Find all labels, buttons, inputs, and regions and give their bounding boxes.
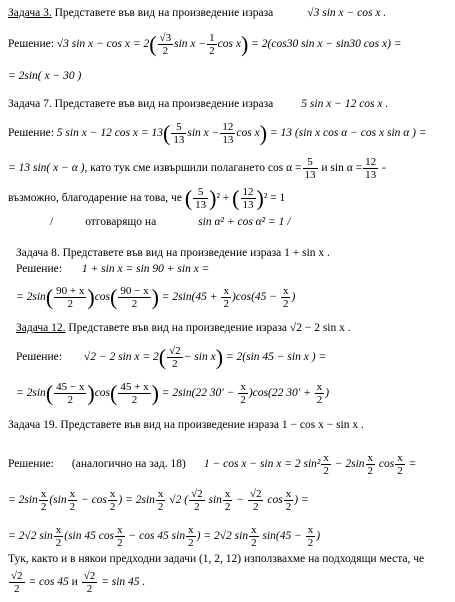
denominator: 2 <box>282 298 289 310</box>
math-text: = 2(sin 45 − sin x ) = <box>223 351 327 364</box>
problem-text: Представете във вид на произведение израза <box>51 98 274 110</box>
denominator: 2 <box>209 45 215 57</box>
math-text: ) = 2sin <box>118 494 155 507</box>
math-text: )cos(22 30′ + <box>248 387 314 400</box>
problem-expression: √3 sin x − cos x . <box>307 7 387 19</box>
fraction <box>249 524 259 549</box>
numerator: 12 <box>365 156 377 168</box>
fraction <box>9 570 25 595</box>
math-text: cos <box>94 387 111 400</box>
numerator: x <box>367 452 374 464</box>
numerator: x <box>307 524 314 536</box>
math-text: (45 + <box>191 291 221 304</box>
fraction <box>284 488 294 513</box>
math-text: sin <box>205 494 222 507</box>
math-text: ) <box>196 530 201 543</box>
denominator: 2 <box>131 394 138 406</box>
numerator: x <box>188 524 194 536</box>
problem-text: Представете във вид на произведение израза 1 + sin x . <box>59 247 330 259</box>
math-text: 1 + sin x = sin 90 + sin x = <box>81 263 210 275</box>
problem-8-heading <box>16 246 330 260</box>
solution-label: Решение: <box>8 458 54 471</box>
denominator: 2 <box>367 465 374 477</box>
fraction <box>221 285 231 310</box>
math-text: 1 − cos x − sin x = 2 sin² <box>203 458 321 471</box>
denominator: 2 <box>323 465 329 477</box>
numerator: 5 <box>171 121 186 134</box>
problem-19-heading <box>8 418 364 432</box>
problem-text: Представете във вид на произведение израза 1 − cos x − sin x . <box>57 419 364 431</box>
numerator: 45 + x <box>120 381 149 393</box>
solution-label: Решение: <box>8 127 54 140</box>
math-text: cos <box>94 291 111 304</box>
problem-8-solution-line-2 <box>16 285 295 310</box>
fraction <box>281 285 291 310</box>
math-text: 5 sin x − 12 cos x = 13 <box>56 127 164 140</box>
fraction <box>54 381 86 406</box>
problem-12-solution-line-2 <box>16 381 329 406</box>
solution-label: Решение: <box>8 38 54 51</box>
numerator: 1 <box>209 32 215 44</box>
denominator: 2 <box>285 501 292 513</box>
problem-3-heading <box>8 6 386 20</box>
closing-identities <box>8 570 145 595</box>
math-text: − cos <box>78 494 107 507</box>
math-text: ) = <box>294 494 309 507</box>
numerator: 90 − x <box>120 285 149 297</box>
paren: ( <box>158 344 167 370</box>
denominator: 2 <box>157 501 164 513</box>
numerator: x <box>223 285 229 297</box>
denominator: 2 <box>172 358 178 370</box>
numerator: x <box>240 381 246 393</box>
problem-3-solution-line-1 <box>8 32 402 57</box>
paren: ( <box>232 185 240 211</box>
fraction <box>306 524 316 549</box>
numerator: x <box>316 381 323 393</box>
math-text: ) <box>325 387 330 400</box>
math-text: = 13 sin( x − α ), <box>8 162 88 175</box>
math-text: = 2sin <box>16 291 46 304</box>
fraction <box>207 32 217 57</box>
numerator: √2 <box>83 570 96 582</box>
fraction <box>54 285 86 310</box>
numerator: √2 <box>249 488 262 500</box>
problem-8-solution-line-1 <box>16 262 209 276</box>
paren: ) <box>151 284 159 310</box>
fraction <box>220 121 235 146</box>
problem-7-solution-line-3 <box>8 186 285 211</box>
numerator: 45 − x <box>56 381 85 393</box>
denominator: 2 <box>162 45 169 57</box>
fraction <box>118 285 150 310</box>
denominator: 2 <box>252 501 259 513</box>
solution-label: Решение: <box>16 263 62 275</box>
math-text: − <box>233 494 247 507</box>
math-text: sin(45 − <box>259 530 305 543</box>
denominator: 2 <box>316 394 323 406</box>
math-text: = 2√2 sin <box>8 530 53 543</box>
math-text: ² + <box>216 192 233 205</box>
paren: ( <box>110 284 118 310</box>
problem-3-solution-line-2: = 2sin( x − 30 ) <box>8 70 82 82</box>
numerator: x <box>117 524 123 536</box>
denominator: 2 <box>131 298 138 310</box>
problem-label: Задача 3. <box>8 7 52 19</box>
paren: ) <box>259 120 268 146</box>
numerator: 90 + x <box>56 285 85 297</box>
math-text: cos <box>264 494 283 507</box>
fraction <box>223 488 233 513</box>
denominator: 2 <box>188 537 194 549</box>
denominator: 2 <box>224 501 231 513</box>
math-text: и sin α = <box>318 162 363 175</box>
numerator: x <box>224 488 231 500</box>
numerator: x <box>40 488 47 500</box>
problem-expression: 5 sin x − 12 cos x . <box>301 98 389 110</box>
fraction <box>395 452 405 477</box>
paren: ( <box>45 380 54 406</box>
denominator: 2 <box>397 465 403 477</box>
numerator: 12 <box>222 121 234 133</box>
numerator: x <box>55 524 62 536</box>
denominator: 2 <box>109 501 116 513</box>
fraction <box>156 488 166 513</box>
math-text: = 2(cos30 sin x − sin30 cos x) = <box>248 38 402 51</box>
math-text: = <box>405 458 417 471</box>
problem-text: Представете във вид на произведение израза <box>51 7 274 19</box>
math-text: cos x <box>217 38 241 51</box>
math-text: (sin 45 cos <box>64 530 115 543</box>
paren: ) <box>87 380 95 406</box>
fraction <box>315 381 325 406</box>
problem-label: Задача 19. <box>8 419 58 431</box>
numerator: √2 <box>191 488 203 500</box>
fraction <box>68 488 78 513</box>
paren: ( <box>163 120 171 146</box>
fraction <box>167 345 183 370</box>
fraction <box>189 488 205 513</box>
fraction <box>321 452 331 477</box>
denominator: 2 <box>69 501 76 513</box>
paren: ( <box>149 31 157 57</box>
denominator: 2 <box>40 501 47 513</box>
math-text: = 2sin <box>158 387 192 400</box>
math-text: / <box>50 216 54 228</box>
math-text: като тук сме извършили полагането cos α = <box>87 162 302 175</box>
denominator: 2 <box>55 537 62 549</box>
denominator: 13 <box>242 199 254 211</box>
denominator: 2 <box>86 583 93 595</box>
math-text: sin x − <box>174 38 207 51</box>
math-text: = 2sin <box>158 291 192 304</box>
fraction <box>54 524 64 549</box>
paren: ) <box>240 31 249 57</box>
numerator: x <box>69 488 76 500</box>
denominator: 13 <box>173 134 185 146</box>
denominator: 2 <box>240 394 246 406</box>
paren: ( <box>45 284 54 310</box>
fraction <box>39 488 49 513</box>
paren: ( <box>184 185 193 211</box>
math-text: √2 − 2 sin x = 2 <box>83 351 159 364</box>
problem-19-solution-line-3 <box>8 524 320 549</box>
numerator: √2 <box>11 570 23 582</box>
fraction <box>248 488 264 513</box>
math-text: cos x <box>236 127 260 140</box>
fraction <box>366 452 376 477</box>
denominator: 13 <box>222 134 234 146</box>
denominator: 2 <box>194 501 200 513</box>
math-text: sin x − <box>187 127 220 140</box>
fraction <box>82 570 98 595</box>
math-text: (22 30′ − <box>191 387 238 400</box>
fraction <box>241 186 256 211</box>
denominator: 13 <box>304 169 316 181</box>
numerator: 5 <box>193 186 208 199</box>
problem-label: Задача 12. <box>16 322 66 334</box>
paren: ) <box>256 185 264 211</box>
math-text: cos <box>376 458 395 471</box>
problem-label: Задача 8. <box>16 247 60 259</box>
problem-12-solution-line-1 <box>16 345 326 370</box>
numerator: √3 <box>159 32 172 44</box>
math-text: = cos 45 <box>25 576 69 589</box>
math-text: ² = 1 <box>263 192 286 205</box>
math-text: и <box>68 576 81 589</box>
denominator: 2 <box>67 394 73 406</box>
paren: ) <box>151 380 159 406</box>
math-text: = 2sin <box>8 494 38 507</box>
problem-12-heading <box>16 321 351 335</box>
math-text: sin α² + cos α² = 1 / <box>198 216 291 228</box>
problem-7-solution-line-4 <box>50 215 290 229</box>
math-text: - <box>379 162 386 175</box>
math-text: = sin 45 . <box>98 576 146 589</box>
math-text: √3 sin x − cos x = 2 <box>56 38 150 51</box>
paren: ( <box>110 380 118 406</box>
numerator: x <box>282 285 289 297</box>
math-text: (sin <box>49 494 67 507</box>
denominator: 2 <box>14 583 20 595</box>
math-text: ) <box>316 530 321 543</box>
math-text: = 13 (sin x cos α − cos x sin α ) = <box>267 127 427 140</box>
problem-19-solution-line-2 <box>8 488 309 513</box>
paren: ) <box>215 344 224 370</box>
fraction <box>158 32 174 57</box>
fraction <box>238 381 248 406</box>
math-text: = 2√2 sin <box>200 530 249 543</box>
fraction <box>303 156 318 181</box>
solution-label: Решение: <box>16 351 62 364</box>
math-text: = 2sin <box>16 387 46 400</box>
problem-19-solution-line-1 <box>8 452 416 477</box>
fraction <box>193 186 208 211</box>
math-text: възможно, благодарение на това, че <box>8 192 182 205</box>
math-text: )cos(45 − <box>231 291 280 304</box>
fraction <box>186 524 196 549</box>
math-text: √2 ( <box>166 494 189 507</box>
numerator: x <box>323 452 329 464</box>
denominator: 2 <box>117 537 123 549</box>
fraction <box>108 488 118 513</box>
problem-text: Представете във вид на произведение израза √2 − 2 sin x . <box>65 322 351 334</box>
paren: ) <box>209 185 217 211</box>
numerator: x <box>157 488 164 500</box>
math-text: отговарящо на <box>85 216 157 228</box>
numerator: 12 <box>242 186 254 198</box>
paren: ) <box>87 284 95 310</box>
fraction <box>115 524 125 549</box>
numerator: x <box>251 524 257 536</box>
denominator: 2 <box>223 298 229 310</box>
problem-label: Задача 7. <box>8 98 52 110</box>
numerator: √2 <box>169 345 181 357</box>
numerator: x <box>397 452 403 464</box>
problem-7-solution-line-2 <box>8 156 386 181</box>
fraction <box>171 121 186 146</box>
math-text: (аналогично на зад. 18) <box>71 458 186 471</box>
denominator: 13 <box>195 199 207 211</box>
denominator: 2 <box>307 537 314 549</box>
problem-7-heading <box>8 97 388 111</box>
numerator: x <box>109 488 116 500</box>
denominator: 13 <box>365 169 377 181</box>
math-text: ) <box>291 291 296 304</box>
fraction <box>118 381 150 406</box>
denominator: 2 <box>67 298 73 310</box>
numerator: x <box>285 488 292 500</box>
denominator: 2 <box>251 537 257 549</box>
math-text: − cos 45 sin <box>125 530 186 543</box>
numerator: 5 <box>303 156 318 169</box>
fraction <box>363 156 378 181</box>
problem-7-solution-line-1 <box>8 121 427 146</box>
closing-remark: Тук, както и в някои предходни задачи (1, 2, 12) използвахме на подходящи места, че <box>8 553 425 565</box>
math-text: − 2sin <box>331 458 365 471</box>
math-text: − sin x <box>183 351 216 364</box>
